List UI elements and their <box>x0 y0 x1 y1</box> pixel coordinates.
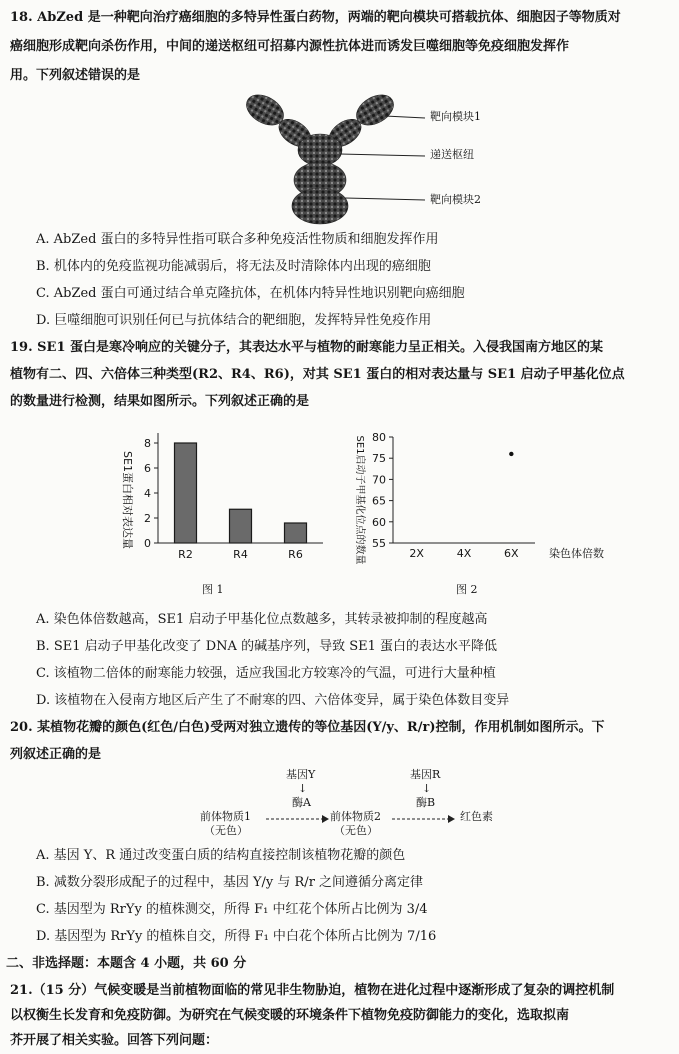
fig1-y-tick-label: 8 <box>144 437 151 450</box>
gene-y-arrow: ↓ <box>298 782 308 795</box>
fig1-category-label: R6 <box>288 548 303 561</box>
q20-stem-line-1: 20. 某植物花瓣的颜色(红色/白色)受两对独立遗传的等位基因(Y/y、R/r)控制，作用机制如图所示。下 <box>10 720 605 735</box>
fig1-category-label: R2 <box>178 548 193 561</box>
q21-stem-line-1: 21.（15 分）气候变暖是当前植物面临的常见非生物胁迫，植物在进化过程中逐渐形成了复杂的调控机制 <box>10 983 615 998</box>
fig2-y-tick-label: 65 <box>372 494 386 508</box>
target-module-1-shape <box>241 89 399 132</box>
fig2-y-tick-label: 55 <box>372 537 386 550</box>
fig1-y-axis-label: SE1蛋白相对表达量 <box>121 451 134 549</box>
q18-stem-line-2: 癌细胞形成靶向杀伤作用，中间的递送枢纽可招募内源性抗体进而诱发巨噬细胞等免疫细胞发挥作 <box>10 39 570 54</box>
fig1-y-tick-label: 0 <box>144 537 151 550</box>
label-target-module-1: 靶向模块1 <box>430 110 481 123</box>
q19-stem-line-1: 19. SE1 蛋白是寒冷响应的关键分子，其表达水平与植物的耐寒能力呈正相关。入侵我国南方地区的某 <box>10 340 604 355</box>
delivery-hub-shape <box>274 114 366 166</box>
enzyme-a-label: 酶A <box>292 796 311 809</box>
precursor-2-label: 前体物质2 <box>330 810 381 823</box>
fig2-y-tick-label: 60 <box>372 515 386 529</box>
fig2-category-label: 4X <box>456 547 472 560</box>
fig2-y-tick-label: 70 <box>372 473 386 487</box>
gene-y-label: 基因Y <box>286 768 316 781</box>
figure-1-caption: 图 1 <box>202 583 224 596</box>
q20-option-d: D. 基因型为 RrYy 的植株自交，所得 F₁ 中白花个体所占比例为 7/16 <box>36 929 437 944</box>
fig2-category-label: 2X <box>409 547 424 560</box>
q21-stem-line-2: 以权衡生长发育和免疫防御。为研究在气候变暖的环境条件下植物免疫防御能力的变化，选取拟南 <box>10 1008 570 1023</box>
q18-stem-line-1: 18. AbZed 是一种靶向治疗癌细胞的多特异性蛋白药物，两端的靶向模块可搭载抗体、细胞因子等物质对 <box>10 10 621 25</box>
fig1-bar-R2 <box>175 443 197 543</box>
q18-stem-line-3: 用。下列叙述错误的是 <box>10 68 141 83</box>
fig2-point-6X <box>509 452 513 456</box>
pigment-pathway-diagram <box>200 768 530 840</box>
arrow-precursor2-to-pigment <box>392 812 456 826</box>
fig1-bar-R4 <box>230 509 252 543</box>
q20-option-a: A. 基因 Y、R 通过改变蛋白质的结构直接控制该植物花瓣的颜色 <box>36 848 406 863</box>
q19-option-b: B. SE1 启动子甲基化改变了 DNA 的碱基序列，导致 SE1 蛋白的表达水平降低 <box>36 639 497 654</box>
label-target-module-2: 靶向模块2 <box>430 193 481 206</box>
gene-r-label: 基因R <box>410 768 441 781</box>
module2-leader-line <box>345 198 425 200</box>
fig1-y-tick-label: 4 <box>144 487 151 500</box>
q18-option-d: D. 巨噬细胞可识别任何已与抗体结合的靶细胞，发挥特异性免疫作用 <box>36 313 432 328</box>
q19-stem-line-2: 植物有二、四、六倍体三种类型(R2、R4、R6)，对其 SE1 蛋白的相对表达量与 SE1 启动子甲基化位点 <box>10 367 625 382</box>
gene-r-arrow: ↓ <box>422 782 432 795</box>
q19-stem-line-3: 的数量进行检测，结果如图所示。下列叙述正确的是 <box>10 394 310 409</box>
q19-option-d: D. 该植物在入侵南方地区后产生了不耐寒的四、六倍体变异，属于染色体数目变异 <box>36 693 510 708</box>
red-pigment-label: 红色素 <box>460 810 493 823</box>
q20-option-c: C. 基因型为 RrYy 的植株测交，所得 F₁ 中红花个体所占比例为 3/4 <box>36 902 428 917</box>
q18-option-c: C. AbZed 蛋白可通过结合单克隆抗体，在机体内特异性地识别靶向癌细胞 <box>36 286 465 301</box>
abzed-molecule-figure <box>225 88 435 228</box>
fig1-bar-R6 <box>285 523 307 543</box>
q20-stem-line-2: 列叙述正确的是 <box>10 747 102 762</box>
q19-option-c: C. 该植物二倍体的耐寒能力较强，适应我国北方较寒冷的气温，可进行大量种植 <box>36 666 496 681</box>
precursor-1-label: 前体物质1 <box>200 810 251 823</box>
fig2-x-axis-label: 染色体倍数 <box>549 547 604 560</box>
figure-2-scatter-chart <box>345 425 635 575</box>
precursor-1-color: （无色） <box>204 824 248 837</box>
fig1-category-label: R4 <box>233 548 248 561</box>
arrow-precursor1-to-2 <box>266 812 330 826</box>
q19-option-a: A. 染色体倍数越高，SE1 启动子甲基化位点数越多，其转录被抑制的程度越高 <box>36 612 488 627</box>
q21-stem-line-3: 芥开展了相关实验。回答下列问题： <box>10 1033 219 1048</box>
section-2-heading: 二、非选择题：本题含 4 小题，共 60 分 <box>6 956 247 971</box>
fig2-category-label: 6X <box>504 547 519 560</box>
figure-2-caption: 图 2 <box>456 583 478 596</box>
label-delivery-hub: 递送枢纽 <box>430 148 474 161</box>
fig2-y-tick-label: 80 <box>372 431 386 444</box>
figure-1-bar-chart <box>108 425 333 575</box>
fig1-y-tick-label: 2 <box>144 512 151 525</box>
precursor-2-color: （无色） <box>334 824 378 837</box>
module1-leader-line <box>385 116 425 118</box>
target-module-2-shape <box>292 162 348 224</box>
hub-leader-line <box>340 154 425 156</box>
fig2-y-axis-label: SE1启动子甲基化位点的数量 <box>354 435 365 565</box>
q18-option-a: A. AbZed 蛋白的多特异性指可联合多种免疫活性物质和细胞发挥作用 <box>36 232 439 247</box>
fig2-y-tick-label: 75 <box>372 452 386 466</box>
enzyme-b-label: 酶B <box>416 796 436 809</box>
fig1-y-tick-label: 6 <box>144 462 151 475</box>
q20-option-b: B. 减数分裂形成配子的过程中，基因 Y/y 与 R/r 之间遵循分离定律 <box>36 875 424 890</box>
q18-option-b: B. 机体内的免疫监视功能减弱后，将无法及时清除体内出现的癌细胞 <box>36 259 431 274</box>
